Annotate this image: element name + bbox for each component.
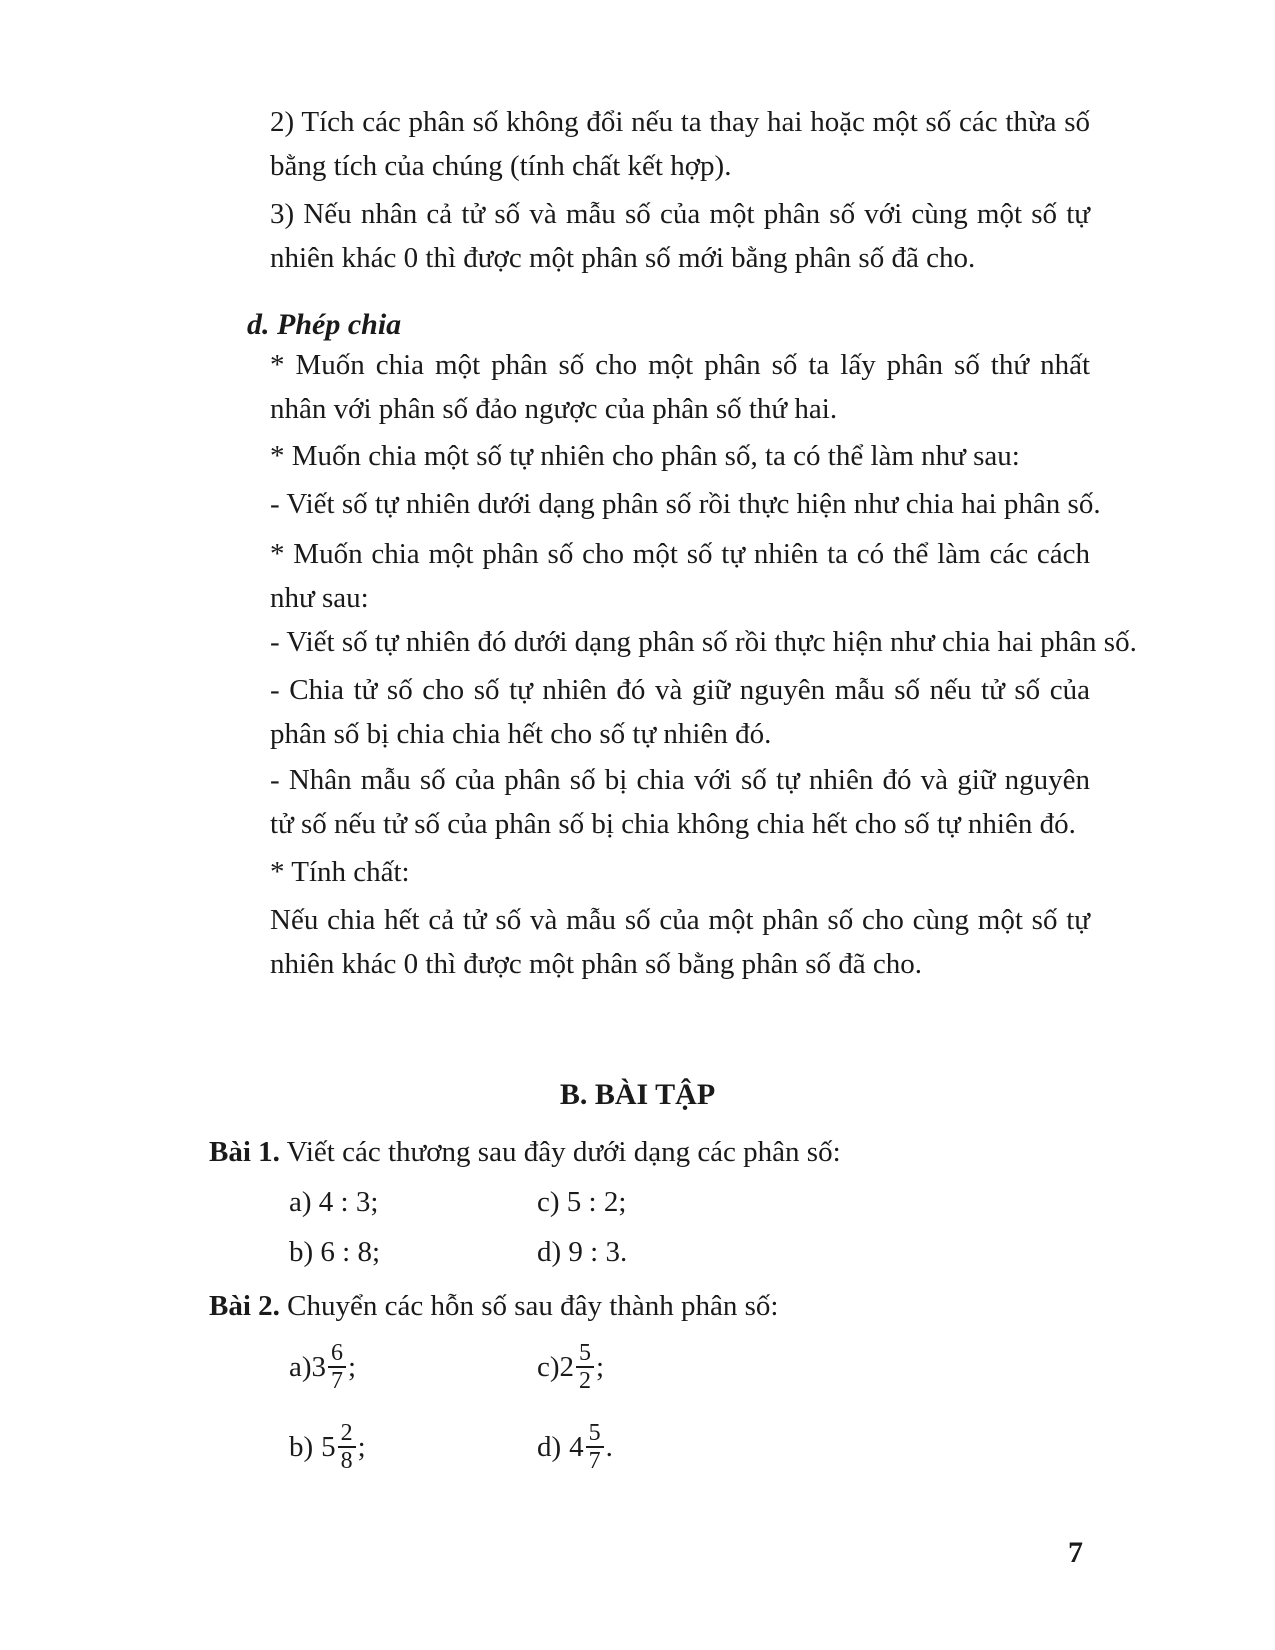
item-label: b) bbox=[289, 1430, 314, 1463]
fraction bbox=[586, 1420, 604, 1474]
denominator: 2 bbox=[579, 1368, 592, 1394]
exercises-section-title: B. BÀI TẬP bbox=[559, 1078, 716, 1111]
exercise-2-item-b bbox=[289, 1420, 366, 1474]
exercise-1-item-a: a) 4 : 3; bbox=[289, 1186, 379, 1218]
division-rule-3: * Muốn chia một phân số cho một số tự nhiên ta có thể làm các cách như sau: bbox=[270, 538, 1090, 614]
item-label: c) bbox=[537, 1350, 560, 1383]
item-label: a) bbox=[289, 1350, 312, 1383]
item-suffix: ; bbox=[357, 1430, 366, 1463]
division-property-label: * Tính chất: bbox=[270, 856, 410, 888]
fraction bbox=[338, 1420, 356, 1474]
whole-part: 4 bbox=[569, 1430, 584, 1463]
exercise-2-prompt: Chuyển các hỗn số sau đây thành phân số: bbox=[287, 1290, 779, 1322]
denominator: 7 bbox=[588, 1448, 601, 1474]
exercise-2-item-d bbox=[537, 1420, 613, 1474]
division-rule-2: * Muốn chia một số tự nhiên cho phân số, ta có thể làm như sau: bbox=[270, 440, 1020, 472]
fraction bbox=[576, 1340, 594, 1394]
division-rule-3b: - Chia tử số cho số tự nhiên đó và giữ nguyên mẫu số nếu tử số của phân số bị chia chia hết cho số tự nhiên đó. bbox=[270, 674, 1090, 750]
exercise-2-title bbox=[209, 1290, 778, 1323]
division-rule-3a: - Viết số tự nhiên đó dưới dạng phân số rồi thực hiện như chia hai phân số. bbox=[270, 626, 1137, 658]
whole-part: 3 bbox=[311, 1350, 327, 1383]
exercise-1-item-c: c) 5 : 2; bbox=[537, 1186, 627, 1218]
numerator: 5 bbox=[576, 1340, 594, 1368]
numerator: 6 bbox=[328, 1340, 346, 1368]
division-heading: d. Phép chia bbox=[247, 308, 402, 341]
division-rule-3c: - Nhân mẫu số của phân số bị chia với số tự nhiên đó và giữ nguyên tử số nếu tử số của phân số bị chia không chia hết cho số tự nhiên đó. bbox=[270, 764, 1090, 840]
item-suffix: . bbox=[605, 1430, 613, 1463]
multiplication-property-3: 3) Nếu nhân cả tử số và mẫu số của một phân số với cùng một số tự nhiên khác 0 thì được một phân số mới bằng phân số đã cho. bbox=[270, 198, 1090, 274]
denominator: 8 bbox=[340, 1448, 353, 1474]
exercise-1-title bbox=[209, 1136, 841, 1169]
exercise-2-item-a bbox=[289, 1340, 356, 1394]
exercise-1-item-b: b) 6 : 8; bbox=[289, 1236, 381, 1268]
division-property-text: Nếu chia hết cả tử số và mẫu số của một phân số cho cùng một số tự nhiên khác 0 thì được một phân số bằng phân số đã cho. bbox=[270, 904, 1090, 980]
multiplication-property-2: 2) Tích các phân số không đổi nếu ta thay hai hoặc một số các thừa số bằng tích của chúng (tính chất kết hợp). bbox=[270, 106, 1090, 182]
denominator: 7 bbox=[331, 1368, 344, 1394]
whole-part: 5 bbox=[321, 1430, 336, 1463]
item-suffix: ; bbox=[348, 1350, 357, 1383]
exercise-1-item-d: d) 9 : 3. bbox=[537, 1236, 628, 1268]
exercise-1-prompt: Viết các thương sau đây dưới dạng các phân số: bbox=[286, 1136, 841, 1168]
exercise-2-label: Bài 2. bbox=[209, 1290, 280, 1322]
page-number: 7 bbox=[1068, 1536, 1083, 1569]
division-rule-1: * Muốn chia một phân số cho một phân số ta lấy phân số thứ nhất nhân với phân số đảo ngược của phân số thứ hai. bbox=[270, 349, 1090, 425]
whole-part: 2 bbox=[559, 1350, 575, 1383]
exercise-1-label: Bài 1. bbox=[209, 1136, 280, 1168]
fraction bbox=[328, 1340, 346, 1394]
item-label: d) bbox=[537, 1430, 562, 1463]
division-rule-2a: - Viết số tự nhiên dưới dạng phân số rồi thực hiện như chia hai phân số. bbox=[270, 488, 1101, 520]
exercise-2-item-c bbox=[537, 1340, 604, 1394]
numerator: 5 bbox=[586, 1420, 604, 1448]
item-suffix: ; bbox=[596, 1350, 605, 1383]
numerator: 2 bbox=[338, 1420, 356, 1448]
